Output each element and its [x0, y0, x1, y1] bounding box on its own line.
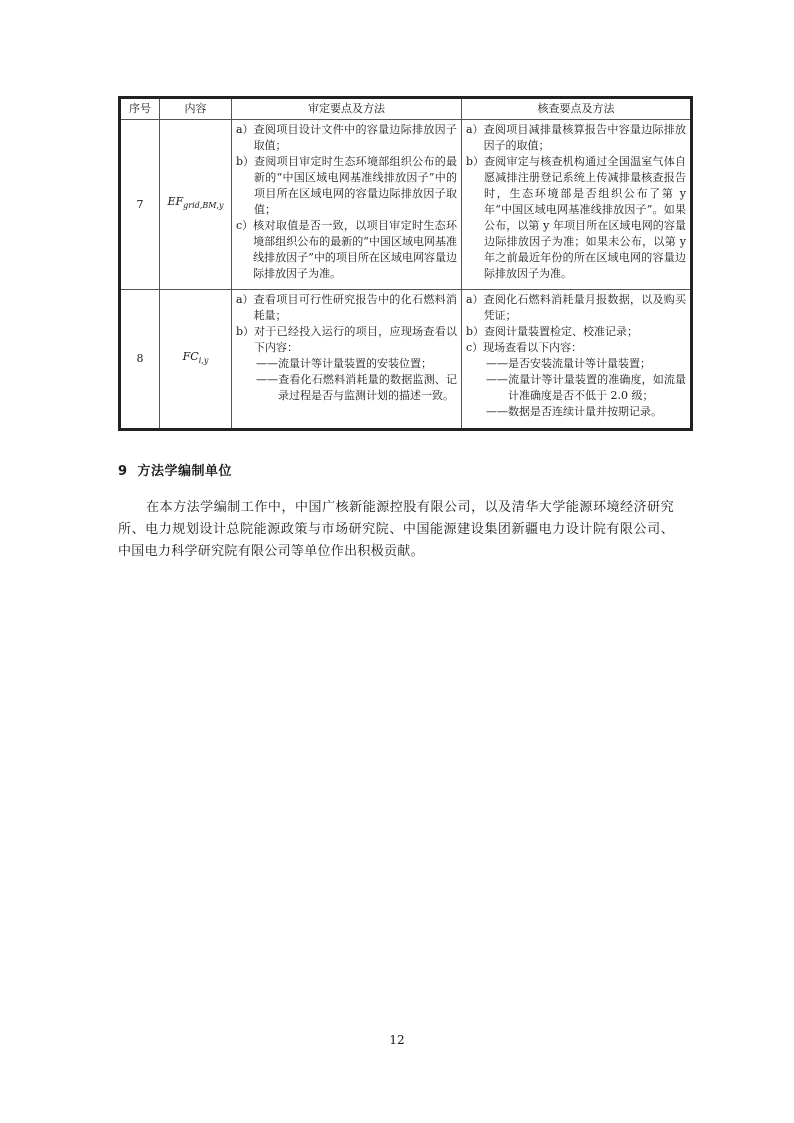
verification-cell: [462, 290, 692, 430]
sub-item: ——查看化石燃料消耗量的数据监测、记录过程是否与监测计划的描述一致。: [256, 373, 457, 402]
header-verification-method: 核查要点及方法: [462, 98, 692, 120]
sub-list: [236, 356, 457, 404]
page-number: 12: [389, 1033, 405, 1047]
table-header-row: [120, 98, 692, 120]
validation-cell: [232, 120, 462, 290]
sub-item: ——数据是否连续计量并按期记录。: [486, 405, 662, 418]
list-item: b） 对于已经投入运行的项目，应现场查看以下内容：: [236, 325, 457, 354]
header-serial: 序号: [120, 98, 160, 120]
list-item: b） 查阅项目审定时生态环境部组织公布的最新的“中国区域电网基准线排放因子”中的项目所在区域电网的容量边际排放因子取值；: [236, 155, 457, 216]
section-title: 方法学编制单位: [137, 464, 233, 479]
list-item: a） 查阅项目减排量核算报告中容量边际排放因子的取值；: [466, 123, 686, 152]
header-content: 内容: [160, 98, 232, 120]
verification-cell: [462, 120, 692, 290]
list-item: b） 查阅审定与核查机构通过全国温室气体自愿减排注册登记系统上传减排量核查报告时，生态环境部是否组织公布了第 y 年“中国区域电网基准线排放因子”。如果公布，以第 y 年项目所在区域电网的容量边际排放因子为准；如果未公布，以第 y 年之前最近年份的所在区域电网的容量边际排放因子为准。: [466, 155, 686, 280]
row-number: 7: [120, 120, 160, 290]
list-item: a） 查阅项目设计文件中的容量边际排放因子取值；: [236, 123, 457, 152]
parameter-name: $FC_{i,y}$: [160, 290, 232, 430]
review-points-table: [118, 96, 693, 431]
parameter-subscript: grid,BM,y: [183, 201, 224, 211]
sub-list: [466, 356, 686, 420]
parameter-subscript: i,y: [198, 356, 209, 366]
sub-item: ——流量计等计量装置的安装位置；: [256, 357, 432, 370]
validation-cell: [232, 290, 462, 430]
sub-item: ——是否安装流量计等计量装置；: [486, 357, 651, 370]
sub-item: ——流量计等计量装置的准确度，如流量计准确度是否不低于 2.0 级；: [486, 373, 686, 402]
row-number: 8: [120, 290, 160, 430]
table-row: [120, 290, 692, 430]
section-number: 9: [118, 464, 128, 479]
header-validation-method: 审定要点及方法: [232, 98, 462, 120]
list-item: a） 查看项目可行性研究报告中的化石燃料消耗量；: [236, 293, 457, 322]
list-item: c） 核对取值是否一致，以项目审定时生态环境部组织公布的最新的“中国区域电网基准线排放因子”中的项目所在区域电网容量边际排放因子为准。: [236, 219, 457, 280]
parameter-name: $EF_{grid,BM,y}$: [160, 120, 232, 290]
body-paragraph: 在本方法学编制工作中，中国广核新能源控股有限公司，以及清华大学能源环境经济研究所、电力规划设计总院能源政策与市场研究院、中国能源建设集团新疆电力设计院有限公司、中国电力科学研究院有限公司等单位作出积极贡献。: [118, 500, 674, 559]
table-row: [120, 120, 692, 290]
list-item: c） 现场查看以下内容：: [466, 341, 583, 354]
list-item: a） 查阅化石燃料消耗量月报数据，以及购买凭证；: [466, 293, 686, 322]
list-item: b） 查阅计量装置检定、校准记录；: [466, 325, 639, 338]
section-heading: [118, 460, 232, 479]
